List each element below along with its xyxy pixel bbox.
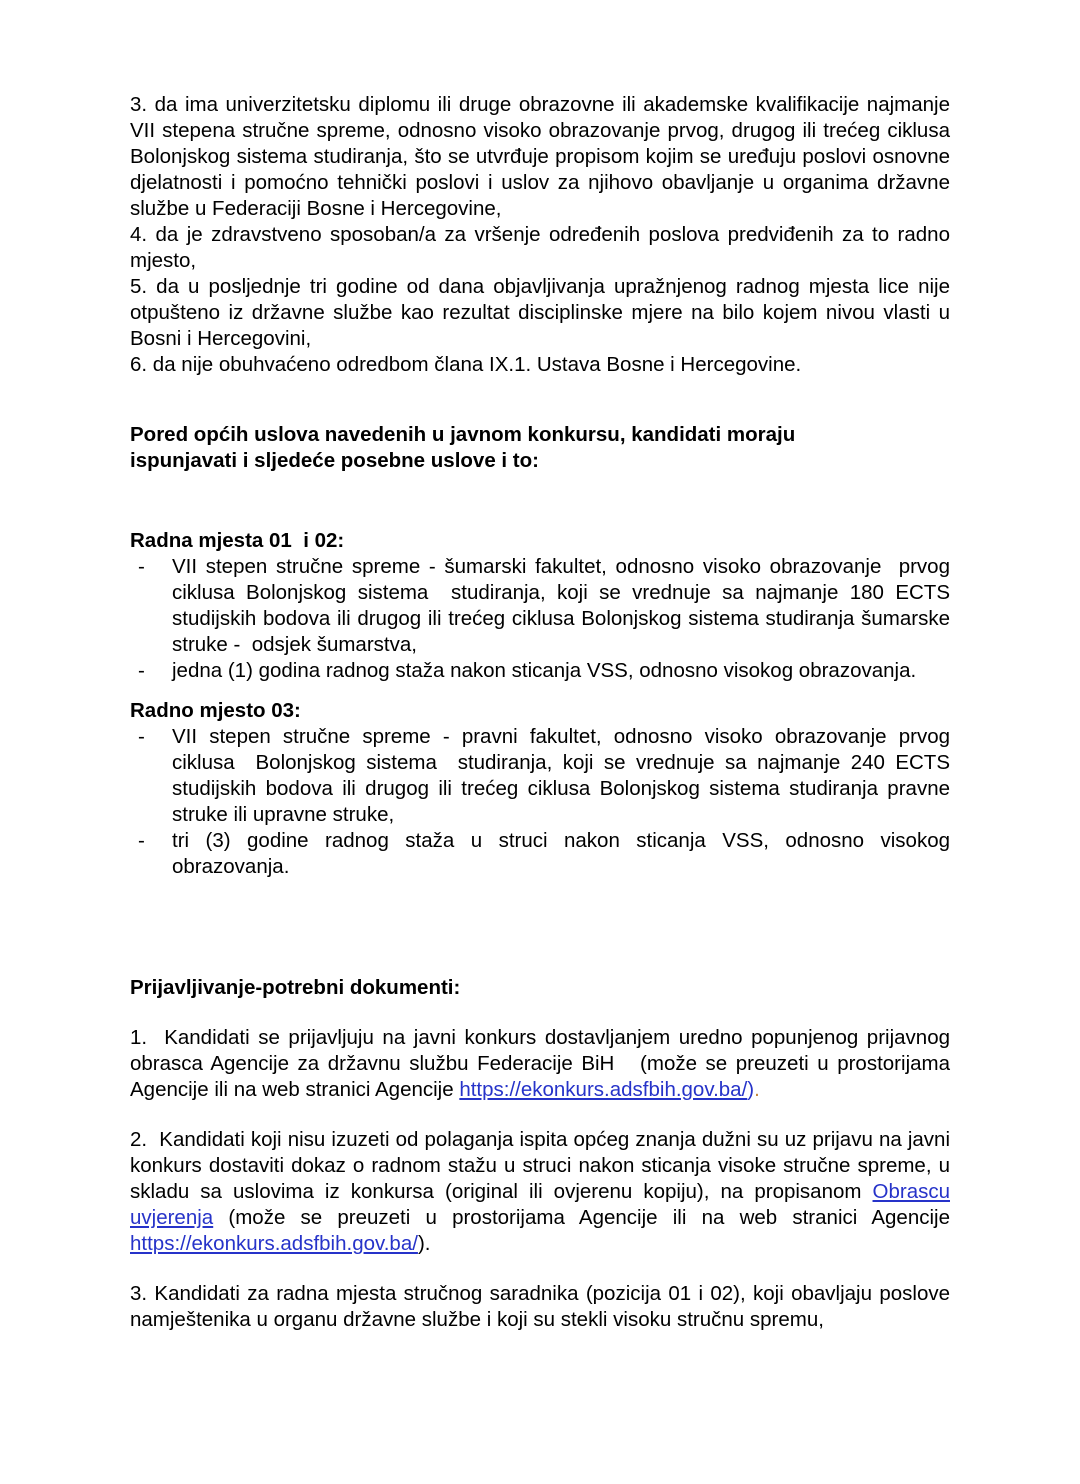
special-conditions-intro-line-2: ispunjavati i sljedeće posebne uslove i to: [130, 449, 539, 472]
obrazac-uvjerenja-link[interactable]: Obrascu uvjerenja [130, 1180, 950, 1229]
list-item [130, 724, 950, 828]
list-item [130, 554, 950, 658]
general-condition-item-6: 6. da nije obuhvaćeno odredbom člana IX.1. Ustava Bosne i Hercegovine. [130, 353, 802, 376]
special-conditions-intro-line-1: Pored općih uslova navedenih u javnom konkursu, kandidati moraju [130, 423, 796, 446]
list-item-text: VII stepen stručne spreme - pravni fakultet, odnosno visoko obrazovanje prvog ciklusa Bolonjskog sistema studiranja, koji se vrednuje sa najmanje 240 ECTS studijskih bodova ili drugog ili trećeg ciklusa Bolonjskog sistema studiranja pravne struke ili upravne struke, [172, 725, 950, 826]
application-item-2-text: 2. Kandidati koji nisu izuzeti od polaganja ispita općeg znanja dužni su uz prijavu na javni konkurs dostaviti dokaz o radnom stažu u struci nakon sticanja visoke stručne spreme, u skladu sa uslovima iz konkursa (original ili ovjerenu kopiju), na propisanom [130, 1128, 950, 1203]
list-item-text: tri (3) godine radnog staža u struci nakon sticanja VSS, odnosno visokog obrazovanja. [172, 829, 950, 878]
application-heading: Prijavljivanje-potrebni dokumenti: [130, 976, 461, 999]
ekonkurs-link[interactable]: https://ekonkurs.adsfbih.gov.ba/ [130, 1232, 418, 1255]
bullet-marker: - [138, 555, 145, 578]
list-item [130, 828, 950, 880]
position-03-heading: Radno mjesto 03: [130, 699, 301, 722]
application-item-2 [130, 1127, 950, 1257]
application-item-2-text-between: (može se preuzeti u prostorijama Agencije ili na web stranici Agencije [213, 1206, 950, 1229]
bullet-marker: - [138, 659, 145, 682]
sentence-period: . [754, 1078, 760, 1101]
general-condition-item-5: 5. da u posljednje tri godine od dana objavljivanja upražnjenog radnog mjesta lice nije otpušteno iz državne službe kao rezultat disciplinske mjere na bilo kojem nivou vlasti u Bosni i Hercegovini, [130, 275, 950, 350]
positions-01-02-heading: Radna mjesta 01 i 02: [130, 529, 345, 552]
ekonkurs-link[interactable]: https://ekonkurs.adsfbih.gov.ba/ [459, 1078, 748, 1101]
bullet-marker: - [138, 829, 145, 852]
link-closing-paren: ) [747, 1078, 755, 1101]
list-item [130, 658, 950, 684]
list-item-text: VII stepen stručne spreme - šumarski fakultet, odnosno visoko obrazovanje prvog ciklusa Bolonjskog sistema studiranja, koji se vrednuje sa najmanje 180 ECTS studijskih bodova ili drugog ili trećeg ciklusa Bolonjskog sistema studiranja šumarske struke - odsjek šumarstva, [172, 555, 950, 656]
application-item-1-text: 1. Kandidati se prijavljuju na javni konkurs dostavljanjem uredno popunjenog prijavnog obrasca Agencije za državnu službu Federacije BiH (može se preuzeti u prostorijama Agencije ili na web stranici Agencije [130, 1026, 950, 1101]
application-item-1 [130, 1025, 950, 1103]
general-condition-item-3: 3. da ima univerzitetsku diplomu ili druge obrazovne ili akademske kvalifikacije najmanje VII stepena stručne spreme, odnosno visoko obrazovanje prvog, drugog ili trećeg ciklusa Bolonjskog sistema studiranja, što se utvrđuje propisom kojim se uređuju poslovi osnovne djelatnosti i pomoćno tehnički poslovi i uslov za njihovo obavljanje u organima državne službe u Federaciji Bosne i Hercegovine, [130, 93, 950, 220]
bullet-marker: - [138, 725, 145, 748]
list-item-text: jedna (1) godina radnog staža nakon sticanja VSS, odnosno visokog obrazovanja. [172, 659, 917, 682]
application-item-3: 3. Kandidati za radna mjesta stručnog saradnika (pozicija 01 i 02), koji obavljaju poslove namještenika u organu državne službe i koji su stekli visoku stručnu spremu, [130, 1282, 950, 1331]
special-conditions-intro [130, 422, 950, 474]
application-item-2-text-end: ). [417, 1232, 431, 1255]
general-condition-item-4: 4. da je zdravstveno sposoban/a za vršenje određenih poslova predviđenih za to radno mjesto, [130, 223, 950, 272]
